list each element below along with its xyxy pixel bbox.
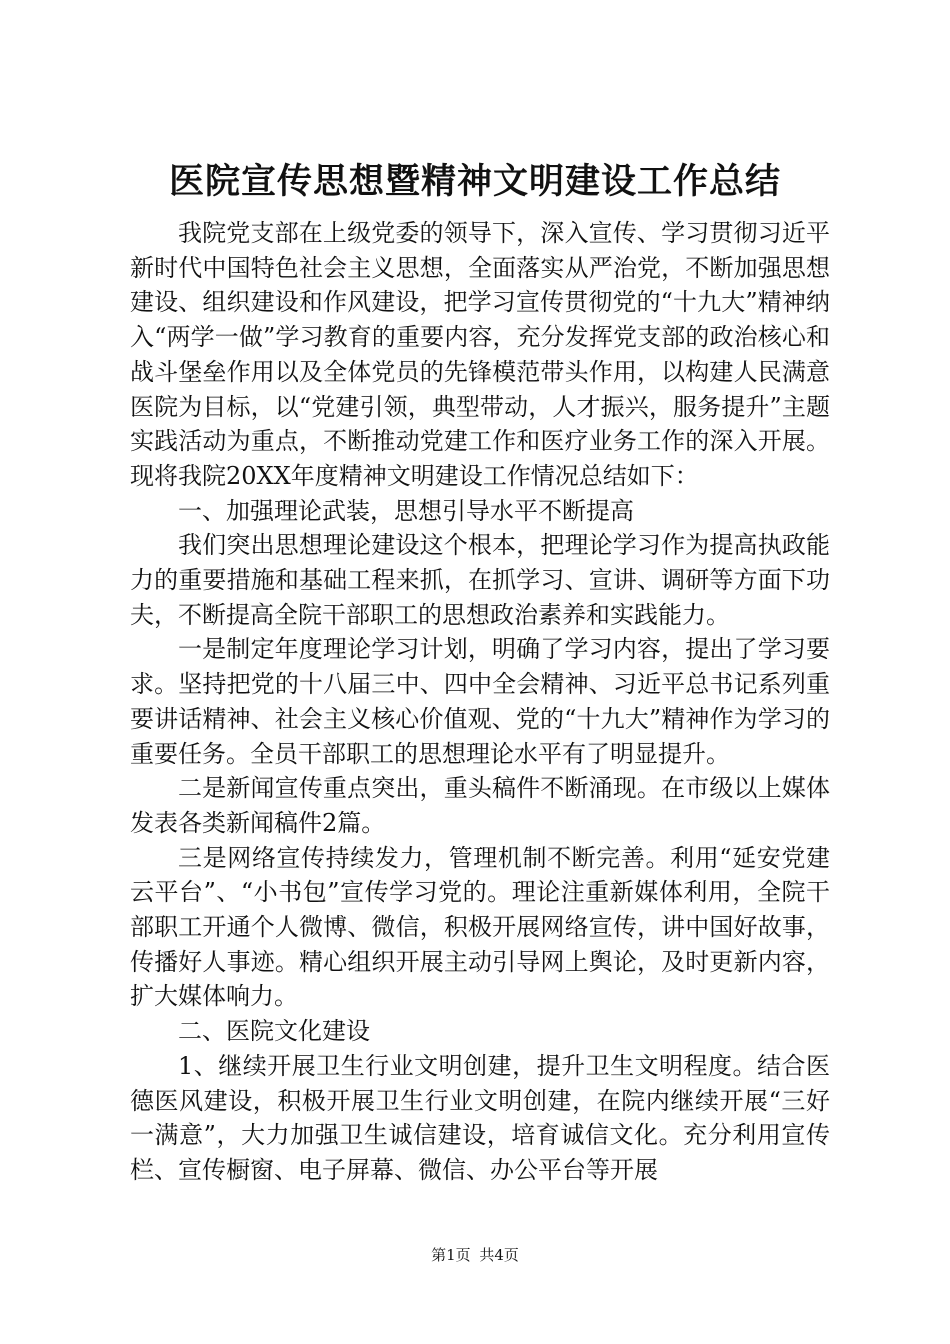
paragraph: 三是网络宣传持续发力，管理机制不断完善。利用“延安党建云平台”、“小书包”宣传学习党的。理论注重新媒体利用，全院干部职工开通个人微博、微信，积极开展网络宣传，讲中国好故事，传播好人事迹。精心组织开展主动引导网上舆论，及时更新内容，扩大媒体响力。 [130, 843, 830, 1011]
section-heading-2: 二、医院文化建设 [178, 1017, 370, 1046]
page-number: 第1页 [431, 1246, 471, 1264]
page-total: 共4页 [479, 1246, 519, 1264]
paragraph: 一是制定年度理论学习计划，明确了学习内容，提出了学习要求。坚持把党的十八届三中、四中全会精神、习近平总书记系列重要讲话精神、社会主义核心价值观、党的“十九大”精神作为学习的重要任务。全员干部职工的思想理论水平有了明显提升。 [130, 635, 830, 768]
document-title: 医院宣传思想暨精神文明建设工作总结 [168, 161, 781, 202]
section-heading-1: 一、加强理论武装，思想引导水平不断提高 [178, 496, 634, 525]
paragraph: 1、继续开展卫生行业文明创建，提升卫生文明程度。结合医德医风建设，积极开展卫生行业文明创建，在院内继续开展“三好一满意”，大力加强卫生诚信建设，培育诚信文化。充分利用宣传栏、宣传橱窗、电子屏幕、微信、办公平台等开展 [130, 1051, 830, 1184]
paragraph: 我们突出思想理论建设这个根本，把理论学习作为提高执政能力的重要措施和基础工程来抓，在抓学习、宣讲、调研等方面下功夫，不断提高全院干部职工的思想政治素养和实践能力。 [130, 531, 830, 629]
paragraph: 二是新闻宣传重点突出，重头稿件不断涌现。在市级以上媒体发表各类新闻稿件2篇。 [130, 774, 830, 837]
paragraph-intro: 我院党支部在上级党委的领导下，深入宣传、学习贯彻习近平新时代中国特色社会主义思想，全面落实从严治党，不断加强思想建设、组织建设和作风建设，把学习宣传贯彻党的“十九大”精神纳入“两学一做”学习教育的重要内容，充分发挥党支部的政治核心和战斗堡垒作用以及全体党员的先锋模范带头作用，以构建人民满意医院为目标，以“党建引领，典型带动，人才振兴，服务提升”主题实践活动为重点，不断推动党建工作和医疗业务工作的深入开展。现将我院20XX年度精神文明建设工作情况总结如下： [130, 219, 830, 490]
document-body [130, 216, 830, 1188]
page-footer [0, 1245, 950, 1265]
